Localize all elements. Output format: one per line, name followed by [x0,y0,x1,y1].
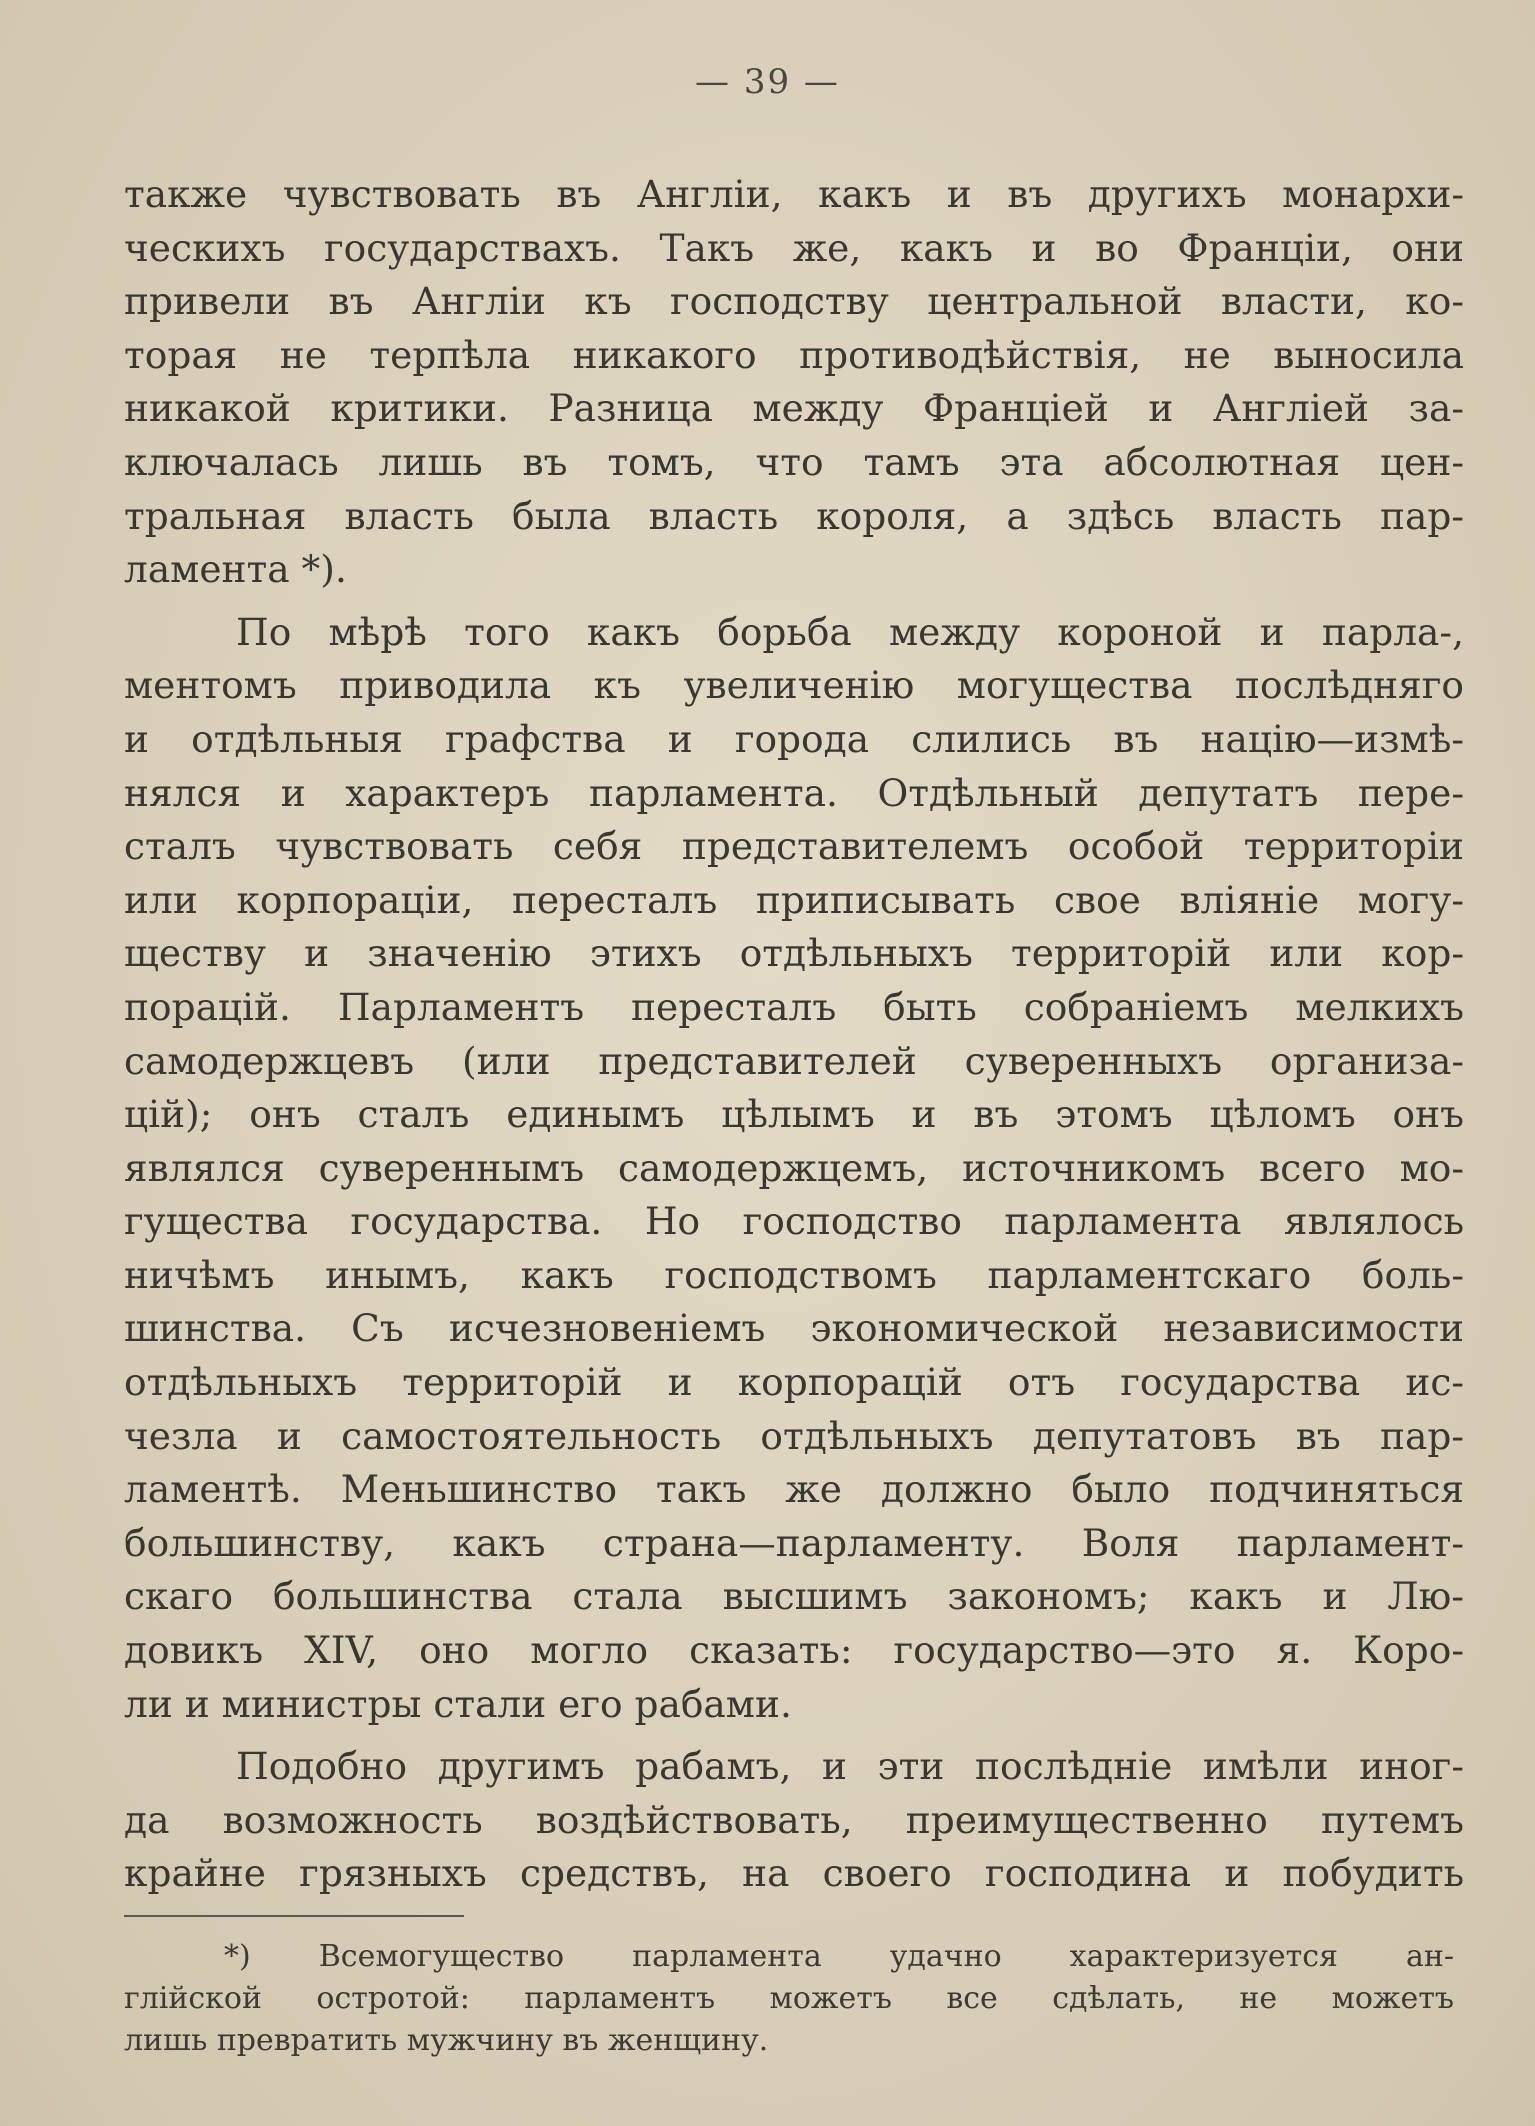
text-line: ламентѣ. Меньшинство такъ же должно было подчиняться [124,1467,1464,1512]
text-line: довикъ XIV, оно могло сказать: государство—это я. Коро- [124,1628,1464,1673]
text-line: ментомъ приводила къ увеличенію могущества послѣдняго [124,663,1464,708]
text-line: ческихъ государствахъ. Такъ же, какъ и во Франціи, они [124,225,1464,270]
page-number: — 39 — [695,62,840,102]
text-line: крайне грязныхъ средствъ, на своего господина и побудить [124,1851,1464,1896]
body-text [124,168,1464,1910]
text-line: скаго большинства стала высшимъ закономъ; какъ и Лю- [124,1574,1464,1619]
footnote-line: лишь превратить мужчину въ женщину. [124,2023,769,2058]
text-line: ключалась лишь въ томъ, что тамъ эта абсолютная цен- [124,439,1464,484]
text-line: являлся сувереннымъ самодержцемъ, источникомъ всего мо- [124,1145,1464,1190]
text-line: гущества государства. Но господство парламента являлось [124,1199,1464,1244]
text-line: ничѣмъ инымъ, какъ господствомъ парламентскаго боль- [124,1252,1464,1297]
footnote-divider [124,1915,464,1917]
text-line: и отдѣльныя графства и города слились въ націю—измѣ- [124,716,1464,761]
text-line: нялся и характеръ парламента. Отдѣльный депутатъ пере- [124,770,1464,815]
text-line: Подобно другимъ рабамъ, и эти послѣдніе имѣли иног- [236,1744,1464,1789]
text-line: шинства. Съ исчезновеніемъ экономической независимости [124,1306,1464,1351]
footnote [124,1936,1454,2062]
text-line: да возможность воздѣйствовать, преимущественно путемъ [124,1797,1464,1842]
footnote-line: *) Всемогущество парламента удачно характеризуется ан- [224,1939,1454,1974]
text-line: самодержцевъ (или представителей суверенныхъ организа- [124,1038,1464,1083]
text-line: ламента *). [124,547,347,592]
paragraph-1 [124,168,1464,597]
paragraph-3 [124,1740,1464,1901]
text-line: По мѣрѣ того какъ борьба между короной и парла-, [236,609,1464,654]
text-line: большинству, какъ страна—парламенту. Воля парламент- [124,1520,1464,1565]
text-line: цій); онъ сталъ единымъ цѣлымъ и въ этомъ цѣломъ онъ [124,1092,1464,1137]
text-line: ли и министры стали его рабами. [124,1681,792,1726]
text-line: сталъ чувствовать себя представителемъ особой территоріи [124,824,1464,869]
text-line: привели въ Англіи къ господству центральной власти, ко- [124,279,1464,324]
text-line: ществу и значенію этихъ отдѣльныхъ территорій или кор- [124,931,1464,976]
text-line: торая не терпѣла никакого противодѣйствія, не выносила [124,332,1464,377]
paragraph-2 [124,606,1464,1731]
text-line: порацій. Парламентъ пересталъ быть собраніемъ мелкихъ [124,984,1464,1029]
text-line: никакой критики. Разница между Франціей и Англіей за- [124,386,1464,431]
text-line: отдѣльныхъ территорій и корпорацій отъ государства ис- [124,1360,1464,1405]
footnote-line: глійской остротой: парламентъ можетъ все сдѣлать, не можетъ [124,1981,1454,2016]
text-line: чезла и самостоятельность отдѣльныхъ депутатовъ въ пар- [124,1413,1464,1458]
text-line: или корпораціи, пересталъ приписывать свое вліяніе могу- [124,877,1464,922]
text-line: тральная власть была власть короля, а здѣсь власть пар- [124,493,1464,538]
text-line: также чувствовать въ Англіи, какъ и въ другихъ монархи- [124,172,1464,216]
